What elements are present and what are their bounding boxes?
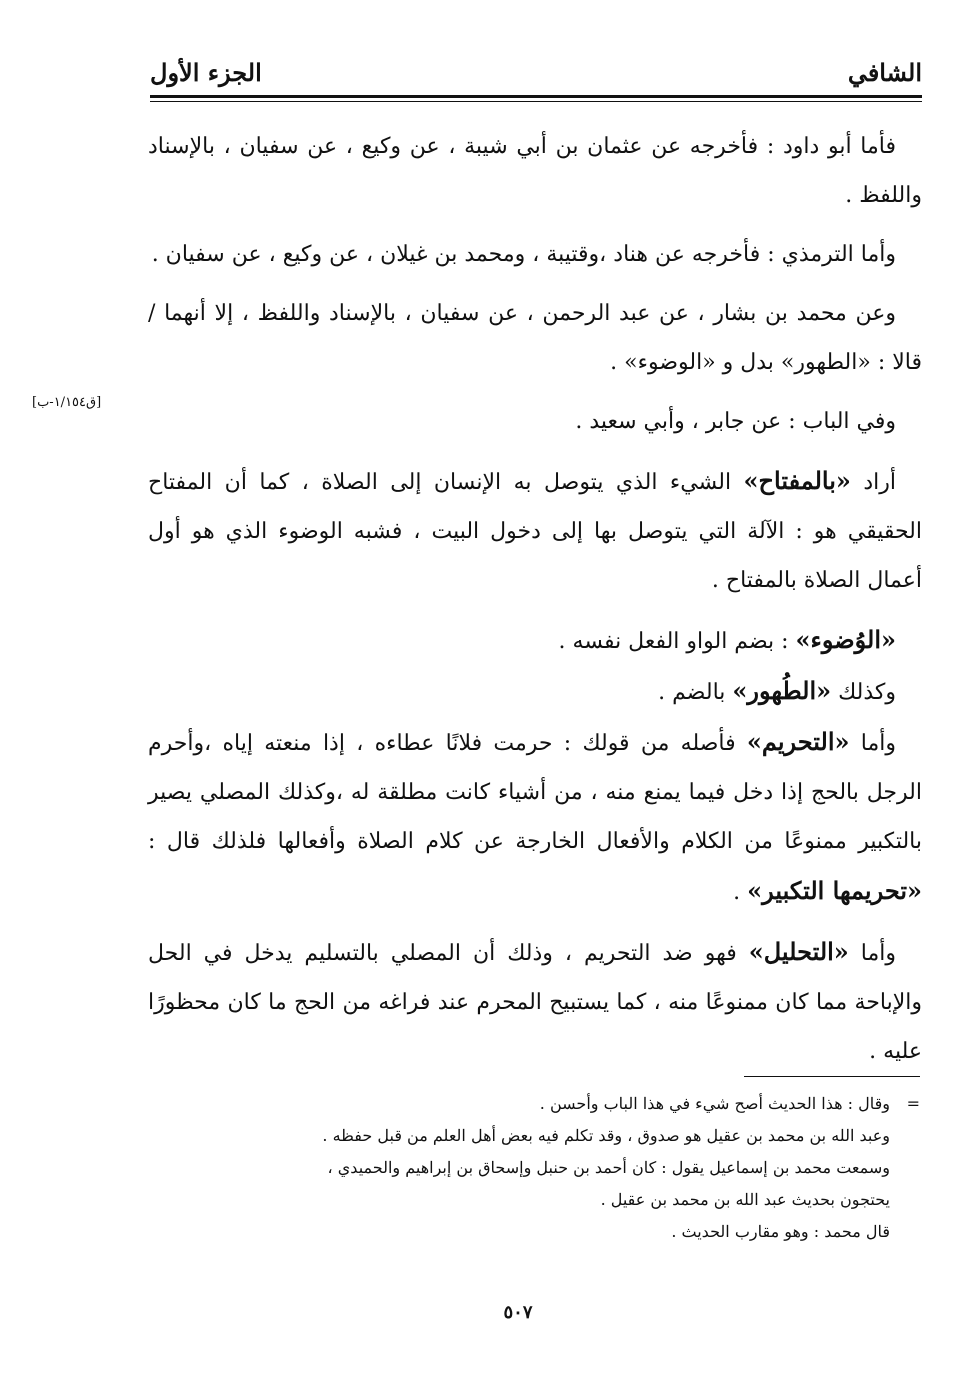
- paragraph-tirmidhi: وأما الترمذي : فأخرجه عن هناد ،وقتيبة ، ومحمد بن غيلان ، عن وكيع ، عن سفيان .: [151, 242, 896, 267]
- term-miftah: «بالمفتاح»: [743, 466, 851, 495]
- footnote-line: قال محمد : وهو مقارب الحديث .: [671, 1222, 890, 1241]
- continuation-mark: =: [906, 1094, 920, 1113]
- paragraph-tahlil: وأما «التحليل» فهو ضد التحريم ، وذلك أن المصلي بالتسليم يدخل في الحل والإباحة مما كان ممنوعًا منه ، كما يستبيح المحرم عند فراغه من الحج ما كان محظورًا عليه .: [148, 937, 922, 1064]
- paragraph-wudu: «الوُضوء» : بضم الواو الفعل نفسه .: [558, 625, 896, 654]
- footnotes: [150, 1088, 920, 1248]
- paragraph-tahrim: وأما «التحريم» فأصله من قولك : حرمت فلانًا عطاءه ، إذا منعته إياه ،وأحرم الرجل بالحج إذا دخل فيما يمنع منه ، من أشياء كانت مطلقة له ،وكذلك المصلي يصير بالتكبير ممنوعًا من الكلام والأفعال الخارجة عن كلام الصلاة وأفعالها فلذلك قال : «تحريمها التكبير» .: [148, 727, 922, 905]
- paragraph-ibn-bashshar: وعن محمد بن بشار ، عن عبد الرحمن ، عن سفيان ، بالإسناد واللفظ ، إلا أنهما / قالا : «الطهور» بدل و «الوضوء» .: [148, 301, 922, 375]
- paragraph-fil-bab: وفي الباب : عن جابر ، وأبي سعيد .: [575, 409, 896, 434]
- term-wudu: «الوُضوء»: [795, 625, 896, 654]
- quote-tahrimuha: «تحريمها التكبير»: [747, 876, 922, 905]
- footnote-line: وعبد الله بن محمد بن عقيل هو صدوق ، وقد تكلم فيه بعض أهل العلم من قبل حفظه .: [322, 1126, 890, 1145]
- term-tahrim: «التحريم»: [746, 727, 850, 756]
- term-tahlil: «التحليل»: [748, 937, 849, 966]
- page-number: ٥٠٧: [503, 1302, 533, 1323]
- paragraph-tuhur: وكذلك «الطُهور» بالضم .: [658, 676, 896, 705]
- footnote-line: =وقال : هذا الحديث أصح شيء في هذا الباب وأحسن .: [150, 1088, 920, 1120]
- manuscript-folio-note: [ق١/١٥٤-ب]: [32, 395, 102, 410]
- footnote-rule: [744, 1076, 920, 1077]
- footnote-line: يحتجون بحديث عبد الله بن محمد بن عقيل .: [600, 1190, 890, 1209]
- term-tuhur: «الطُهور»: [732, 676, 832, 705]
- book-title: الشافي: [847, 57, 922, 87]
- paragraph-miftah: أراد «بالمفتاح» الشيء الذي يتوصل به الإنسان إلى الصلاة ، كما أن المفتاح الحقيقي هو : الآلة التي يتوصل بها إلى دخول البيت ، فشبه الوضوء الذي هو أول أعمال الصلاة بالمفتاح .: [148, 466, 922, 593]
- paragraph-abu-dawud: فأما أبو داود : فأخرجه عن عثمان بن أبي شيبة ، عن وكيع ، عن سفيان ، بالإسناد واللفظ .: [148, 134, 922, 208]
- footnote-line: وسمعت محمد بن إسماعيل يقول : كان أحمد بن حنبل وإسحاق بن إبراهيم والحميدي ،: [327, 1158, 890, 1177]
- header-rule-thin: [150, 101, 922, 102]
- main-text: [148, 122, 922, 1086]
- part-label: الجزء الأول: [150, 57, 262, 87]
- running-header: [150, 52, 922, 92]
- header-rule-thick: [150, 95, 922, 98]
